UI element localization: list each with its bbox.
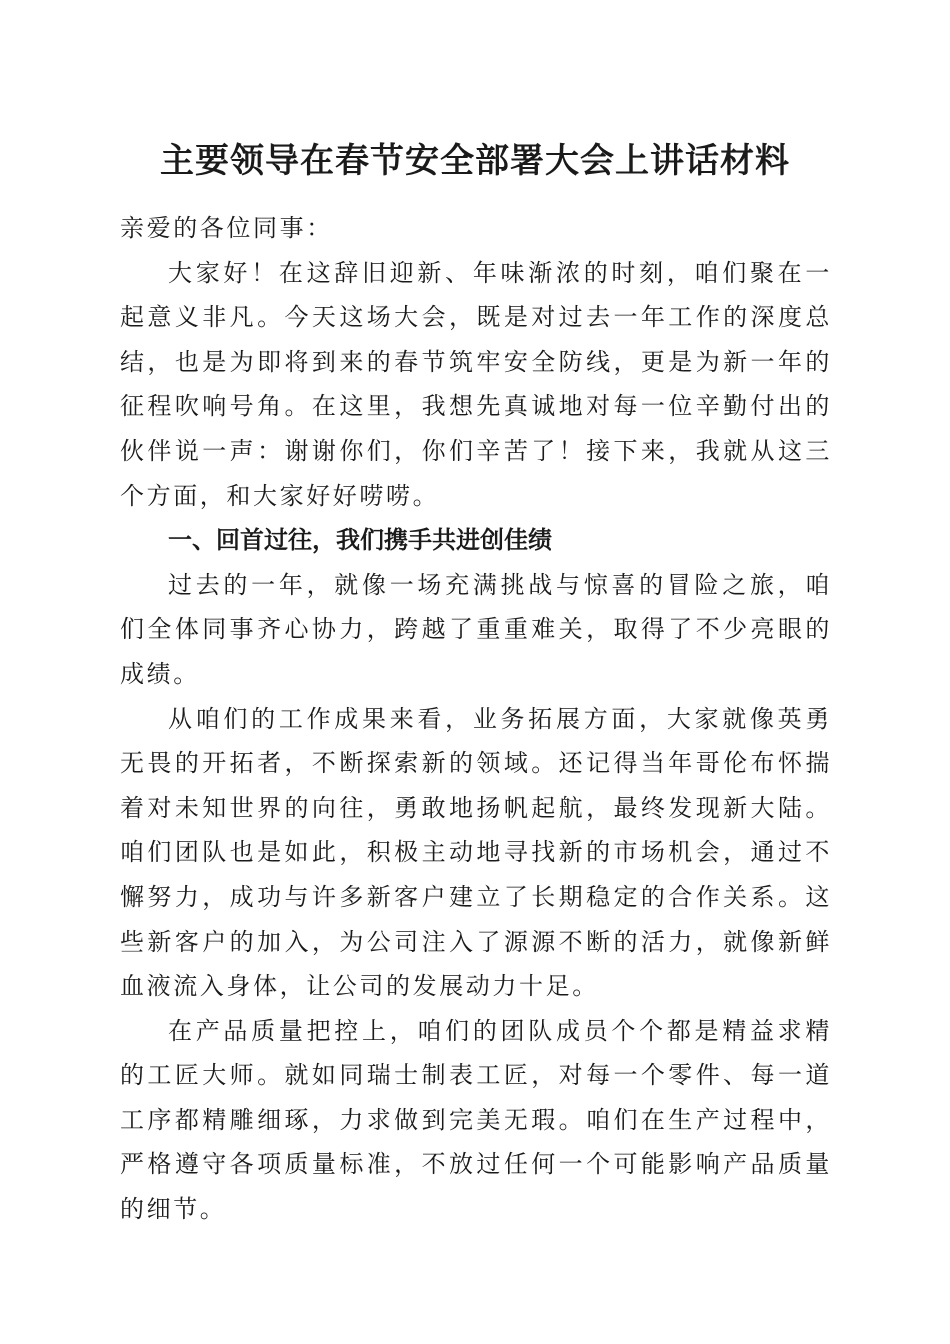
salutation: 亲爱的各位同事： xyxy=(120,214,333,242)
section-heading: 一、回首过往，我们携手共进创佳绩 xyxy=(168,526,552,555)
section-paragraph: 从咱们的工作成果来看，业务拓展方面，大家就像英勇无畏的开拓者，不断探索新的领域。还记得当年哥伦布怀揣着对未知世界的向往，勇敢地扬帆起航，最终发现新大陆。咱们团队也是如此，积极主动地寻找新的市场机会，通过不懈努力，成功与许多新客户建立了长期稳定的合作关系。这些新客户的加入，为公司注入了源源不断的活力，就像新鲜血液流入身体，让公司的发展动力十足。 xyxy=(120,704,832,1001)
section-paragraph: 过去的一年，就像一场充满挑战与惊喜的冒险之旅，咱们全体同事齐心协力，跨越了重重难关，取得了不少亮眼的成绩。 xyxy=(120,570,832,688)
document-body xyxy=(120,206,832,1232)
opening-paragraph: 大家好！在这辞旧迎新、年味渐浓的时刻，咱们聚在一起意义非凡。今天这场大会，既是对过去一年工作的深度总结，也是为即将到来的春节筑牢安全防线，更是为新一年的征程吹响号角。在这里，我想先真诚地对每一位辛勤付出的伙伴说一声：谢谢你们，你们辛苦了！接下来，我就从这三个方面，和大家好好唠唠。 xyxy=(120,258,832,510)
document-title: 主要领导在春节安全部署大会上讲话材料 xyxy=(160,141,790,181)
section-paragraph: 在产品质量把控上，咱们的团队成员个个都是精益求精的工匠大师。就如同瑞士制表工匠，对每一个零件、每一道工序都精雕细琢，力求做到完美无瑕。咱们在生产过程中，严格遵守各项质量标准，不放过任何一个可能影响产品质量的细节。 xyxy=(120,1016,832,1224)
